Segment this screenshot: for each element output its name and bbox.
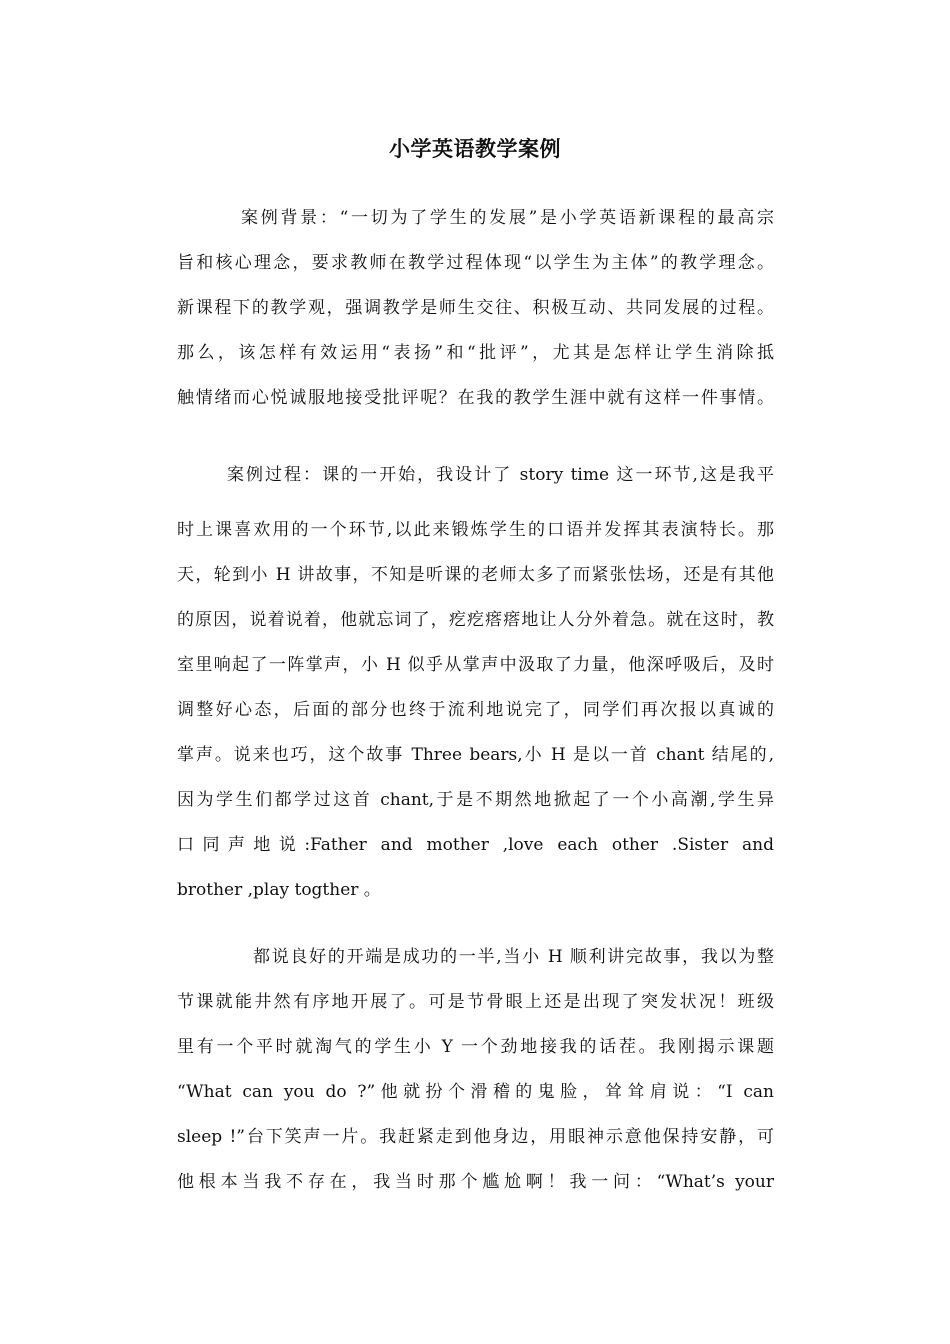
paragraph-line: 口同声地说:Father and mother ,love each other .Sister and bbox=[177, 835, 774, 855]
paragraph-line: “What can you do ?”他就扮个滑稽的鬼脸，耸耸肩说：“I can bbox=[177, 1082, 774, 1102]
paragraph-line: 旨和核心理念，要求教师在教学过程体现“以学生为主体”的教学理念。 bbox=[177, 253, 774, 273]
paragraph-line: 都说良好的开端是成功的一半,当小 H 顺利讲完故事，我以为整 bbox=[253, 947, 774, 967]
paragraph-line: 天，轮到小 H 讲故事，不知是听课的老师太多了而紧张怯场，还是有其他 bbox=[177, 565, 774, 585]
paragraph-line: 掌声。说来也巧，这个故事 Three bears,小 H 是以一首 chant 结尾的, bbox=[177, 745, 774, 765]
paragraph-line: 室里响起了一阵掌声，小 H 似乎从掌声中汲取了力量，他深呼吸后，及时 bbox=[177, 655, 774, 675]
paragraph-line: brother ,play togther 。 bbox=[177, 880, 381, 900]
paragraph-line: 里有一个平时就淘气的学生小 Y 一个劲地接我的话茬。我刚揭示课题 bbox=[177, 1037, 774, 1057]
document-title: 小学英语教学案例 bbox=[389, 136, 561, 161]
paragraph-line: 节课就能井然有序地开展了。可是节骨眼上还是出现了突发状况！班级 bbox=[177, 992, 774, 1012]
paragraph-line: sleep !”台下笑声一片。我赶紧走到他身边，用眼神示意他保持安静，可 bbox=[177, 1127, 774, 1147]
paragraph-line: 那么，该怎样有效运用“表扬”和“批评”，尤其是怎样让学生消除抵 bbox=[177, 343, 774, 363]
paragraph-line: 时上课喜欢用的一个环节,以此来锻炼学生的口语并发挥其表演特长。那 bbox=[177, 520, 774, 540]
paragraph-line: 案例背景：“一切为了学生的发展”是小学英语新课程的最高宗 bbox=[241, 208, 774, 228]
paragraph-line: 案例过程：课的一开始，我设计了 story time 这一环节,这是我平 bbox=[227, 465, 774, 485]
paragraph-line: 新课程下的教学观，强调教学是师生交往、积极互动、共同发展的过程。 bbox=[177, 298, 774, 318]
paragraph-line: 调整好心态，后面的部分也终于流利地说完了，同学们再次报以真诚的 bbox=[177, 700, 774, 720]
paragraph-line: 因为学生们都学过这首 chant,于是不期然地掀起了一个小高潮,学生异 bbox=[177, 790, 774, 810]
paragraph-line: 的原因，说着说着，他就忘词了，疙疙瘩瘩地让人分外着急。就在这时，教 bbox=[177, 610, 774, 630]
paragraph-line: 他根本当我不存在，我当时那个尴尬啊！我一问：“What’s your bbox=[177, 1172, 774, 1192]
paragraph-line: 触情绪而心悦诚服地接受批评呢？在我的教学生涯中就有这样一件事情。 bbox=[177, 388, 774, 408]
